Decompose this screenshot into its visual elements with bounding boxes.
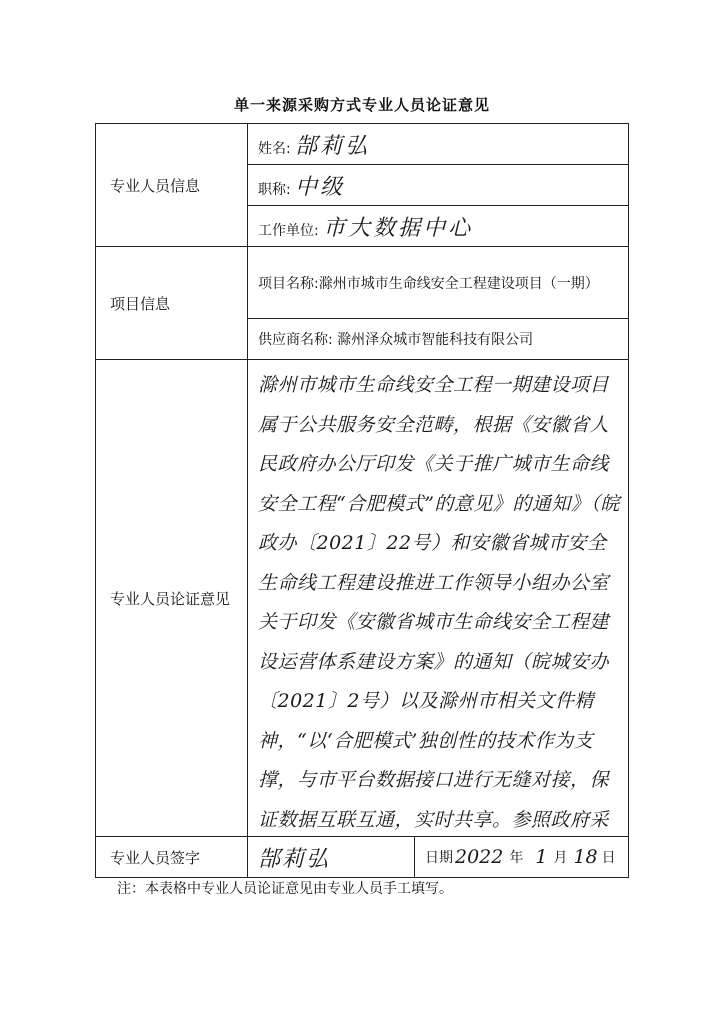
argumentation-form <box>95 123 629 878</box>
document-title: 单一来源采购方式专业人员论证意见 <box>233 96 490 114</box>
unit-value: 市大数据中心 <box>323 215 474 241</box>
opinion-label: 专业人员论证意见 <box>96 360 248 837</box>
unit-label: 工作单位: <box>258 222 319 239</box>
title-label: 职称: <box>258 181 291 198</box>
expert-info-label: 专业人员信息 <box>96 124 248 247</box>
opinion-cell <box>248 360 629 837</box>
name-value: 郜莉弘 <box>295 133 371 159</box>
signature-value: 郜莉弘 <box>258 846 331 872</box>
date-label: 日期 <box>425 850 453 866</box>
month-unit: 月 <box>553 850 568 866</box>
footnote: 注：本表格中专业人员论证意见由专业人员手工填写。 <box>117 881 453 897</box>
date-month: 1 <box>535 846 548 868</box>
date-year: 2022 <box>455 846 504 868</box>
opinion-text: 滁州市城市生命线安全工程一期建设项目属于公共服务安全范畴，根据《安徽省人民政府办公厅印发《关于推广城市生命线安全工程“合肥模式”的意见》的通知》（皖政办〔2021〕22号）和安徽省城市安全生命线工程建设推进工作领导小组办公室关于印发《安徽省城市生命线安全工程建设运营体系建设方案》的通知（皖城安办〔2021〕2号）以及滁州市相关文件精神，“以‘合肥模式’独创性的技术作为支撑，与市平台数据接口进行无缝对接，保证数据互联互通，实时共享。参照政府采 <box>258 374 620 831</box>
year-unit: 年 <box>509 850 524 866</box>
supplier-label: 供应商名称: <box>258 332 333 348</box>
date-day: 18 <box>573 846 598 868</box>
project-info-label: 项目信息 <box>96 247 248 360</box>
name-row <box>248 124 629 165</box>
project-name-row <box>248 247 629 319</box>
date-cell <box>415 837 629 878</box>
supplier-value: 滁州泽众城市智能科技有限公司 <box>337 332 534 348</box>
supplier-row <box>248 319 629 360</box>
title-row <box>248 165 629 206</box>
project-name-label: 项目名称: <box>258 275 319 292</box>
name-label: 姓名: <box>258 140 291 157</box>
signature-cell <box>248 837 415 878</box>
title-value: 中级 <box>295 174 346 200</box>
project-name-value: 滁州市城市生命线安全工程建设项目（一期） <box>318 275 599 292</box>
signature-label: 专业人员签字 <box>96 837 248 878</box>
day-unit: 日 <box>601 850 616 866</box>
unit-row <box>248 206 629 247</box>
